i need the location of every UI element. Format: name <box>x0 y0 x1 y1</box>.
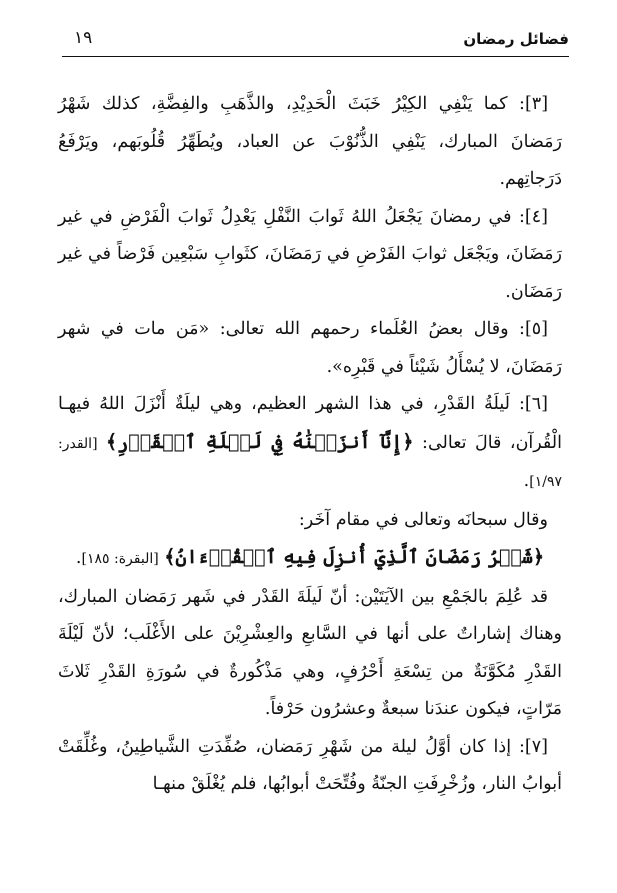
verse-reference-baqara: [البقرة: ١٨٥] <box>81 551 159 567</box>
verse-line-baqara <box>58 539 562 579</box>
verse-reference-qadr: [القدر: ١/٩٧] <box>58 435 562 490</box>
verse-line-end: . <box>75 548 82 568</box>
paragraph-5: [٥]: وقال بعضُ العُلَماء رحمهم الله تعالى: «مَن مات في شهر رَمَضَانَ، لا يُسْأَلُ شَيْئاً في قَبْرِه». <box>58 319 562 377</box>
page-header <box>62 22 569 57</box>
page-number: ١٩ <box>74 28 93 48</box>
paragraph-6-end: . <box>523 471 530 491</box>
paragraph-6-text: [٦]: لَيلَةُ القَدْرِ، في هذا الشهر العظيم، وهي ليلَةٌ أَنْزَلَ اللهُ فيهـا الْقُرآن، قالَ تعالى: <box>58 394 562 453</box>
paragraph-3: [٣]: كما يَنْفِي الكِيْرُ خَبَثَ الْحَدِيْدِ، والذَّهَبِ والفِضَّةِ، كذلك شَهْرُ رَمَضانَ المبارك، يَنْفِي الذُّنُوْبَ عن العباد، ويُطَهِّرُ قُلُوبَهم، ويَرْفَعُ دَرَجاتِهم. <box>58 94 562 189</box>
quran-verse-qadr: ﴿إِنَّآ أَنزَلۡنَٰهُ فِي لَيۡلَةِ ٱلۡقَدۡرِ﴾ <box>106 430 414 453</box>
paragraph-another-verse-intro: وقال سبحانَه وتعالى في مقام آخَر: <box>298 509 548 530</box>
paragraph-6 <box>58 386 562 502</box>
body-text <box>58 86 562 804</box>
paragraph-qadr-explanation: قد عُلِمَ بالجَمْعِ بين الآيَتَيْن: أنّ لَيلَةَ القَدْر في شَهر رَمَضان المبارك، وهناك إشاراتٌ على أنها في السَّابعِ والعِشْرِيْنَ على الأَغْلَب؛ لأنّ لَيْلَةَ القَدْرِ مُكَوَّنَةٌ من تِسْعَةِ أَحْرُفٍ، وهي مَذْكُورةٌ في سُورَةِ القَدْرِ ثَلاثَ مَرّاتٍ، فيكون عندَنا سبعةٌ وعشرُون حَرْفاً. <box>58 586 562 719</box>
quran-verse-baqara: ﴿شَهۡرُ رَمَضَانَ ٱلَّذِيٓ أُنزِلَ فِيهِ ٱلۡقُرۡءَانُ﴾ <box>164 546 545 568</box>
running-title: فضائل رمضان <box>463 30 569 48</box>
paragraph-4: [٤]: في رمضانَ يَجْعَلُ اللهُ ثَوابَ النَّفْلِ يَعْدِلُ ثَوابَ الْفَرْضِ في غير رَمَضَانَ، ويَجْعَل ثوابَ الفَرْضِ في رَمَضَانَ، كثَوابِ سَبْعِين فَرْضاً في غير رَمَضَان. <box>58 206 562 302</box>
paragraph-7: [٧]: إذا كان أوَّلُ ليلة من شَهْرِ رَمَضان، صُفِّدَتِ الشَّياطِينُ، وغُلِّقَتْ أبوابُ النار، وزُخْرِفَتِ الجنّةُ وفُتِّحَتْ أبوابُها، فلم يُغْلَقْ منهـا <box>58 736 562 794</box>
